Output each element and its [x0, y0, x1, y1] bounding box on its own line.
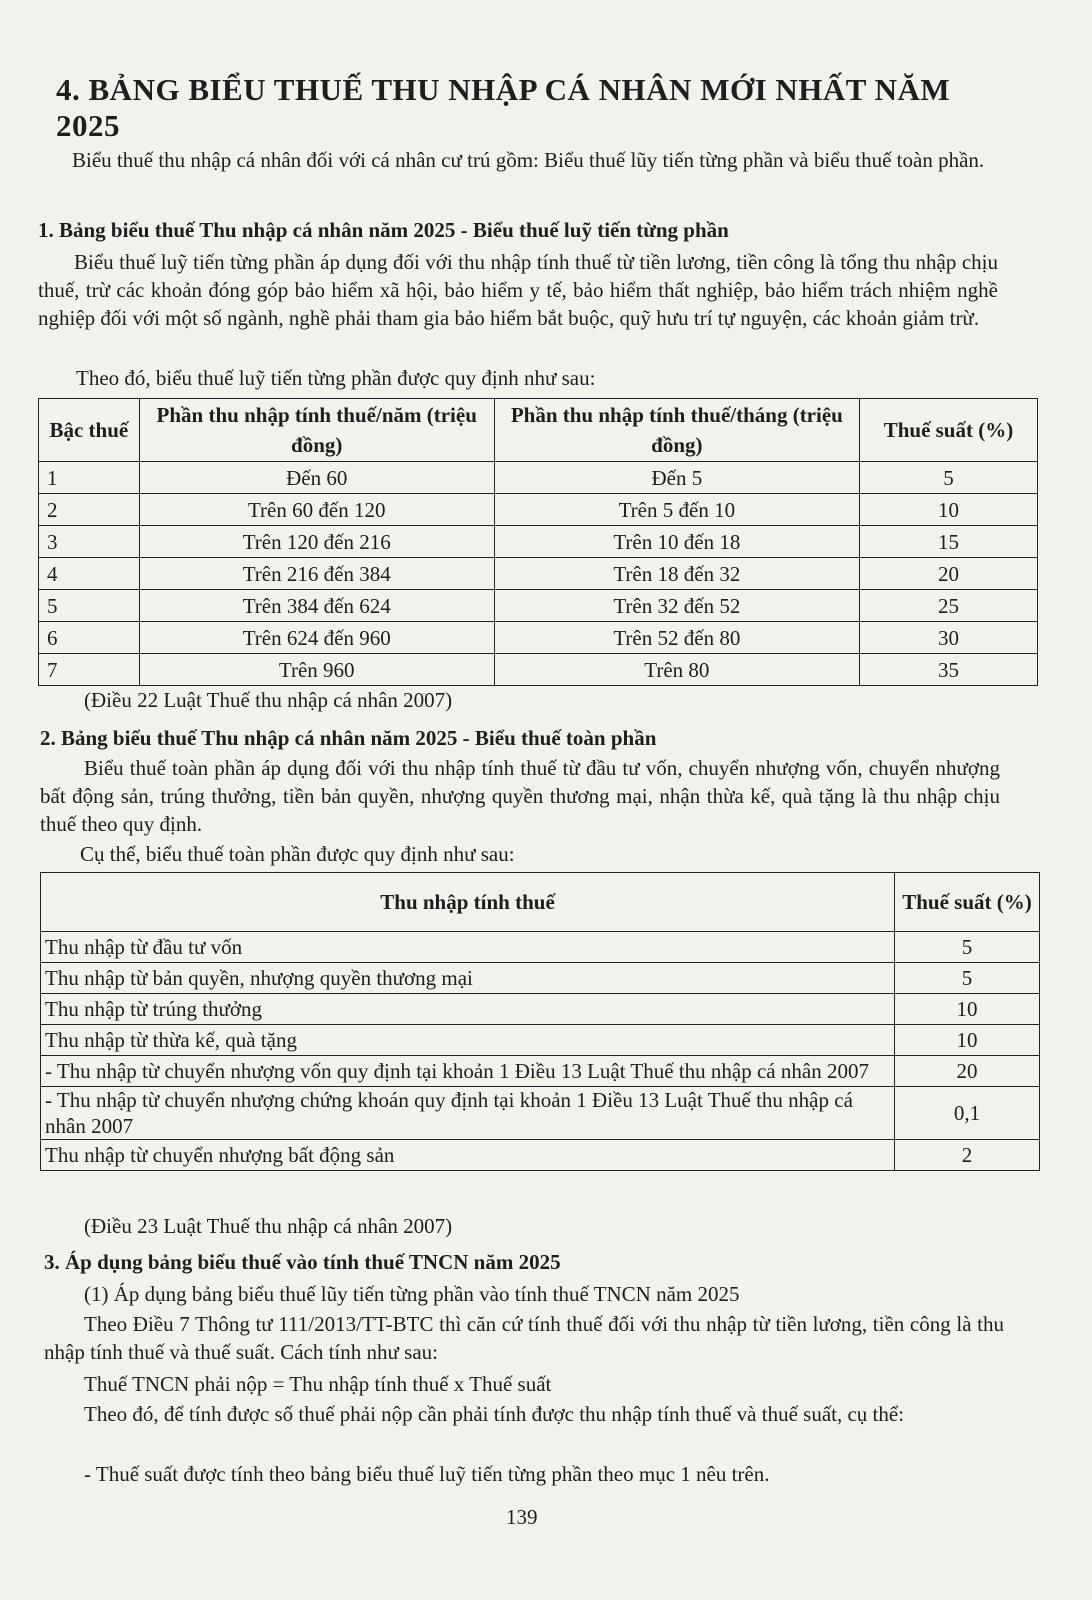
table-cell: 3	[39, 526, 140, 558]
table-cell: 25	[859, 590, 1037, 622]
table-cell: - Thu nhập từ chuyển nhượng chứng khoán quy định tại khoản 1 Điều 13 Luật Thuế thu nhập cá nhân 2007	[41, 1087, 895, 1140]
table-cell: 4	[39, 558, 140, 590]
section2-paragraph: Biểu thuế toàn phần áp dụng đối với thu nhập tính thuế từ đầu tư vốn, chuyển nhượng vốn, chuyển nhượng bất động sản, trúng thưởng, tiền bản quyền, nhượng quyền thương mại, nhận thừa kế, quà tặng là thu nhập chịu thuế theo quy định.	[40, 756, 1000, 836]
table-cell: 20	[859, 558, 1037, 590]
section3-title: 3. Áp dụng bảng biểu thuế vào tính thuế TNCN năm 2025	[44, 1250, 561, 1274]
table-row	[41, 932, 1040, 963]
section1-paragraph: Biểu thuế luỹ tiến từng phần áp dụng đối với thu nhập tính thuế từ tiền lương, tiền công là tổng thu nhập chịu thuế, trừ các khoản đóng góp bảo hiểm xã hội, bảo hiểm y tế, bảo hiểm thất nghiệp, bảo hiểm trách nhiệm nghề nghiệp đối với một số ngành, nghề phải tham gia bảo hiểm bắt buộc, quỹ hưu trí tự nguyện, các khoản giảm trừ.	[38, 250, 998, 330]
section3-subheading: (1) Áp dụng bảng biểu thuế lũy tiến từng phần vào tính thuế TNCN năm 2025	[84, 1282, 740, 1306]
table-row	[41, 1025, 1040, 1056]
table-cell: Thu nhập từ thừa kế, quà tặng	[41, 1025, 895, 1056]
table-header-row	[41, 873, 1040, 932]
table-cell: 5	[39, 590, 140, 622]
column-header: Bậc thuế	[39, 399, 140, 462]
table-cell: Trên 80	[494, 654, 859, 686]
table-cell: 20	[895, 1056, 1040, 1087]
table-cell: Thu nhập từ trúng thưởng	[41, 994, 895, 1025]
section1-lead: Theo đó, biểu thuế luỹ tiến từng phần được quy định như sau:	[76, 366, 596, 390]
table-cell: Trên 10 đến 18	[494, 526, 859, 558]
table-row	[41, 994, 1040, 1025]
table-row	[39, 462, 1038, 494]
table-row	[41, 963, 1040, 994]
table-cell: Trên 32 đến 52	[494, 590, 859, 622]
table-cell: 6	[39, 622, 140, 654]
table-cell: 10	[895, 994, 1040, 1025]
column-header: Phần thu nhập tính thuế/năm (triệu đồng)	[139, 399, 494, 462]
table-cell: 2	[895, 1140, 1040, 1171]
page-heading: 4. BẢNG BIỂU THUẾ THU NHẬP CÁ NHÂN MỚI NHẤT NĂM 2025	[56, 72, 951, 143]
table-header-row	[39, 399, 1038, 462]
table-cell: - Thu nhập từ chuyển nhượng vốn quy định tại khoản 1 Điều 13 Luật Thuế thu nhập cá nhân 2007	[41, 1056, 895, 1087]
section1-title: 1. Bảng biểu thuế Thu nhập cá nhân năm 2025 - Biểu thuế luỹ tiến từng phần	[38, 218, 729, 242]
table-cell: Trên 384 đến 624	[139, 590, 494, 622]
table-cell: Trên 960	[139, 654, 494, 686]
table-cell: Đến 5	[494, 462, 859, 494]
table-cell: 15	[859, 526, 1037, 558]
table-cell: Trên 18 đến 32	[494, 558, 859, 590]
table-row	[39, 622, 1038, 654]
table-cell: Trên 5 đến 10	[494, 494, 859, 526]
section1-source: (Điều 22 Luật Thuế thu nhập cá nhân 2007)	[84, 688, 453, 712]
column-header: Thuế suất (%)	[895, 873, 1040, 932]
section3-bullet: - Thuế suất được tính theo bảng biểu thuế luỹ tiến từng phần theo mục 1 nêu trên.	[84, 1462, 770, 1486]
column-header: Phần thu nhập tính thuế/tháng (triệu đồng)	[494, 399, 859, 462]
table-row	[41, 1056, 1040, 1087]
section2-lead: Cụ thể, biểu thuế toàn phần được quy định như sau:	[80, 842, 515, 866]
flat-tax-table	[40, 872, 1040, 1171]
column-header: Thuế suất (%)	[859, 399, 1037, 462]
table-cell: Thu nhập từ đầu tư vốn	[41, 932, 895, 963]
section2-source: (Điều 23 Luật Thuế thu nhập cá nhân 2007)	[84, 1214, 453, 1238]
section2-title: 2. Bảng biểu thuế Thu nhập cá nhân năm 2025 - Biểu thuế toàn phần	[40, 726, 657, 750]
table-cell: Trên 52 đến 80	[494, 622, 859, 654]
table-cell: 5	[895, 932, 1040, 963]
table-cell: 10	[895, 1025, 1040, 1056]
table-cell: Thu nhập từ bản quyền, nhượng quyền thương mại	[41, 963, 895, 994]
table-cell: 7	[39, 654, 140, 686]
table-cell: 2	[39, 494, 140, 526]
page-number: 139	[506, 1505, 538, 1529]
intro-paragraph: Biểu thuế thu nhập cá nhân đối với cá nhân cư trú gồm: Biểu thuế lũy tiến từng phần và biểu thuế toàn phần.	[72, 148, 985, 172]
table-row	[41, 1140, 1040, 1171]
table-row	[41, 1087, 1040, 1140]
column-header: Thu nhập tính thuế	[41, 873, 895, 932]
section3-paragraph-2: Theo đó, để tính được số thuế phải nộp cần phải tính được thu nhập tính thuế và thuế suất, cụ thể:	[84, 1402, 905, 1426]
table-cell: Trên 216 đến 384	[139, 558, 494, 590]
table-cell: 10	[859, 494, 1037, 526]
table-cell: 5	[895, 963, 1040, 994]
table-row	[39, 494, 1038, 526]
table-cell: Đến 60	[139, 462, 494, 494]
table-row	[39, 558, 1038, 590]
table-cell: Trên 624 đến 960	[139, 622, 494, 654]
table-cell: 5	[859, 462, 1037, 494]
table-row	[39, 590, 1038, 622]
table-cell: Trên 120 đến 216	[139, 526, 494, 558]
table-cell: 1	[39, 462, 140, 494]
tax-formula: Thuế TNCN phải nộp = Thu nhập tính thuế x Thuế suất	[84, 1372, 552, 1396]
table-cell: 35	[859, 654, 1037, 686]
table-row	[39, 526, 1038, 558]
table-cell: 0,1	[895, 1087, 1040, 1140]
table-cell: 30	[859, 622, 1037, 654]
table-cell: Thu nhập từ chuyển nhượng bất động sản	[41, 1140, 895, 1171]
table-row	[39, 654, 1038, 686]
table-cell: Trên 60 đến 120	[139, 494, 494, 526]
section3-paragraph: Theo Điều 7 Thông tư 111/2013/TT-BTC thì căn cứ tính thuế đối với thu nhập từ tiền lương, tiền công là thu nhập tính thuế và thuế suất. Cách tính như sau:	[44, 1312, 1004, 1364]
progressive-tax-table	[38, 398, 1038, 686]
